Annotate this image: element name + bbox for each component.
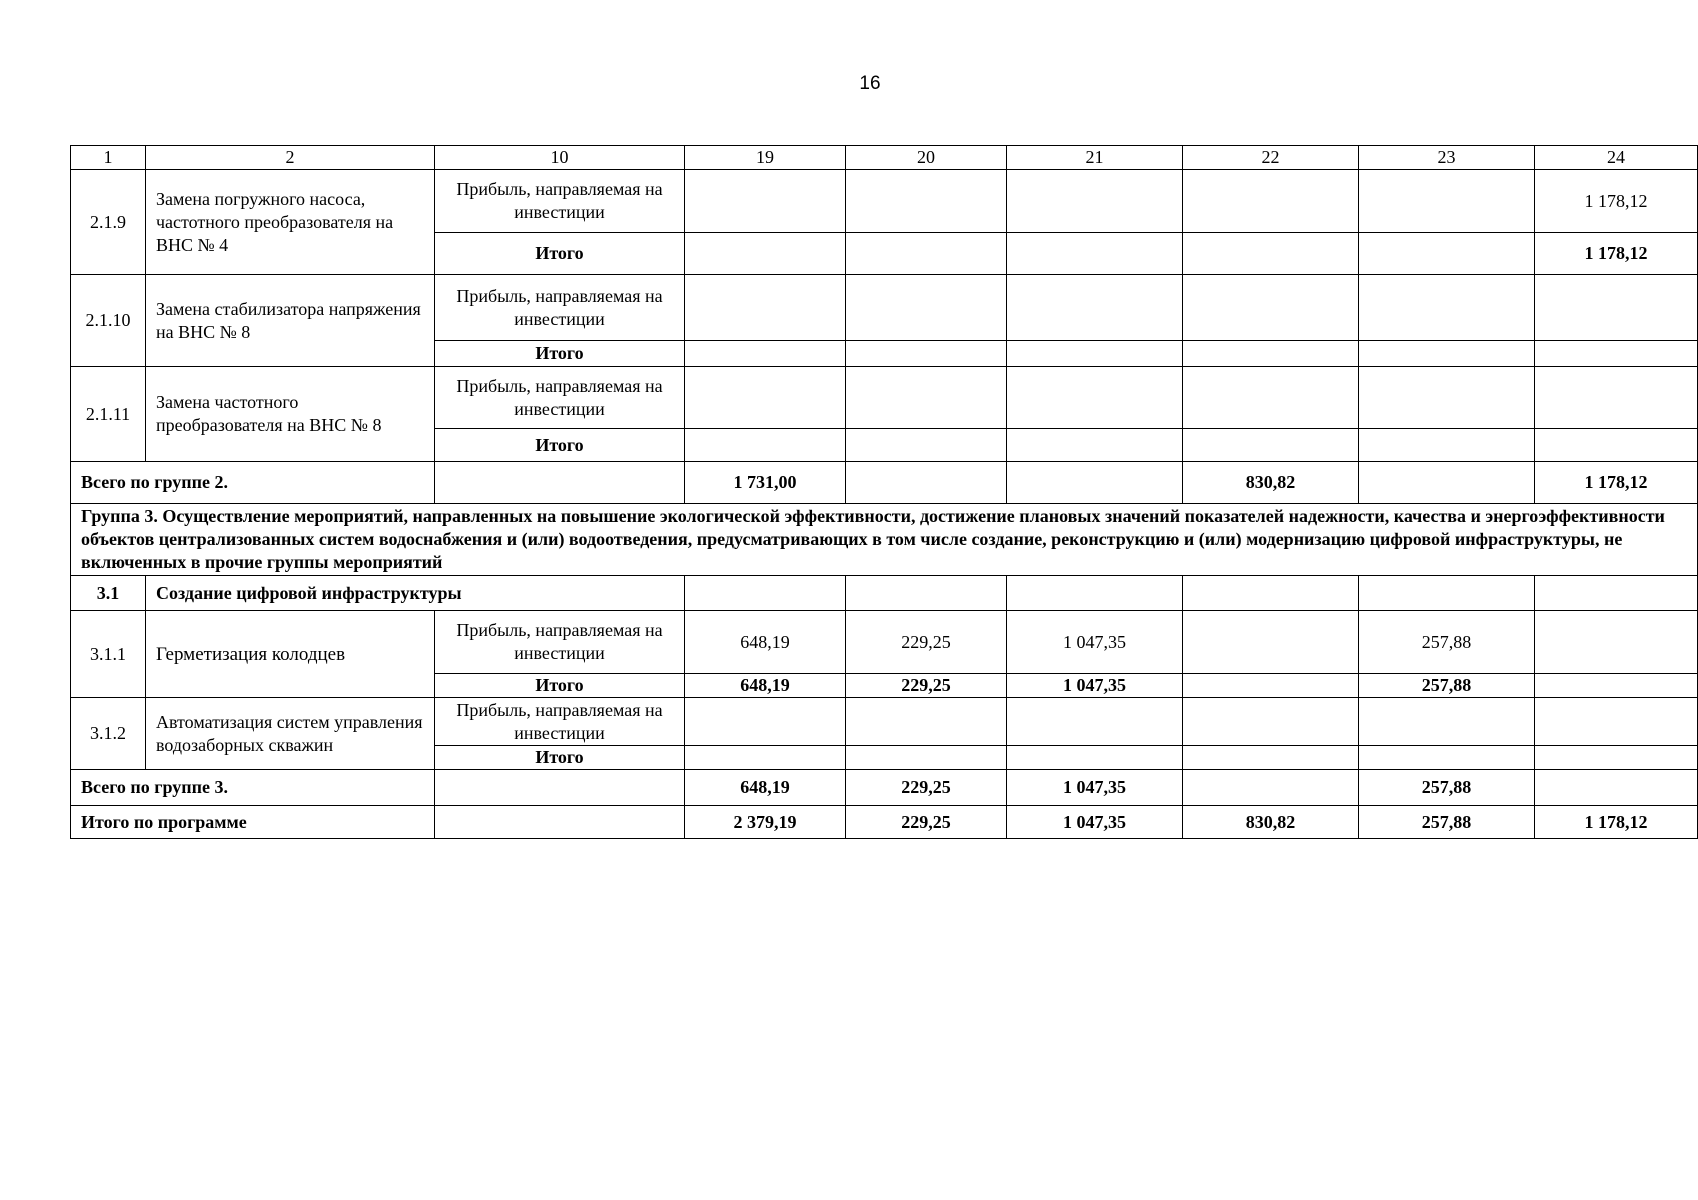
- total-cell: 229,25: [846, 770, 1007, 806]
- value-cell: [1183, 698, 1359, 746]
- total-cell: 1 178,12: [1535, 462, 1698, 504]
- value-cell: [685, 698, 846, 746]
- row-number: 2.1.10: [71, 275, 146, 367]
- total-cell: 1 178,12: [1535, 806, 1698, 839]
- total-cell: [846, 341, 1007, 367]
- group3-total-label: Всего по группе 3.: [71, 770, 435, 806]
- value-cell: 1 178,12: [1535, 170, 1698, 233]
- total-cell: [1359, 429, 1535, 462]
- column-header: 10: [435, 146, 685, 170]
- table-row: [71, 611, 1698, 674]
- empty-cell: [846, 576, 1007, 611]
- subgroup-row: [71, 576, 1698, 611]
- total-cell: [1359, 746, 1535, 770]
- total-cell: [846, 746, 1007, 770]
- column-header: 22: [1183, 146, 1359, 170]
- total-cell: 1 047,35: [1007, 674, 1183, 698]
- value-cell: [1183, 611, 1359, 674]
- table-row: [71, 698, 1698, 746]
- empty-cell: [685, 576, 846, 611]
- itogo-label: Итого: [435, 233, 685, 275]
- empty-cell: [435, 770, 685, 806]
- value-cell: [1007, 170, 1183, 233]
- value-cell: 257,88: [1359, 611, 1535, 674]
- row-number: 3.1.1: [71, 611, 146, 698]
- total-cell: 229,25: [846, 806, 1007, 839]
- group-heading-row: [71, 504, 1698, 576]
- column-header: 2: [146, 146, 435, 170]
- value-cell: [846, 170, 1007, 233]
- total-cell: 257,88: [1359, 806, 1535, 839]
- empty-cell: [1359, 576, 1535, 611]
- empty-cell: [1183, 576, 1359, 611]
- value-cell: [685, 170, 846, 233]
- total-cell: [846, 429, 1007, 462]
- funding-source: Прибыль, направляемая на инвестиции: [435, 367, 685, 429]
- total-cell: [685, 233, 846, 275]
- total-cell: 257,88: [1359, 770, 1535, 806]
- itogo-label: Итого: [435, 429, 685, 462]
- column-header: 1: [71, 146, 146, 170]
- empty-cell: [1007, 576, 1183, 611]
- total-cell: [1007, 462, 1183, 504]
- value-cell: 1 047,35: [1007, 611, 1183, 674]
- total-cell: [1183, 233, 1359, 275]
- total-cell: [1535, 770, 1698, 806]
- value-cell: [1183, 275, 1359, 341]
- total-cell: 830,82: [1183, 462, 1359, 504]
- group2-total-label: Всего по группе 2.: [71, 462, 435, 504]
- subgroup-number: 3.1: [71, 576, 146, 611]
- total-cell: [1535, 746, 1698, 770]
- total-cell: [846, 233, 1007, 275]
- value-cell: [1359, 367, 1535, 429]
- total-cell: [1359, 233, 1535, 275]
- total-cell: [846, 462, 1007, 504]
- itogo-label: Итого: [435, 341, 685, 367]
- value-cell: [1359, 275, 1535, 341]
- row-number: 2.1.9: [71, 170, 146, 275]
- total-cell: 648,19: [685, 770, 846, 806]
- total-cell: [1183, 341, 1359, 367]
- column-header: 19: [685, 146, 846, 170]
- value-cell: [1007, 698, 1183, 746]
- value-cell: [1007, 367, 1183, 429]
- program-total-label: Итого по программе: [71, 806, 435, 839]
- funding-source: Прибыль, направляемая на инвестиции: [435, 275, 685, 341]
- empty-cell: [435, 806, 685, 839]
- value-cell: [1535, 367, 1698, 429]
- total-cell: [1359, 341, 1535, 367]
- measure-name: Замена частотного преобразователя на ВНС № 8: [146, 367, 435, 462]
- total-cell: [1535, 341, 1698, 367]
- value-cell: [1535, 611, 1698, 674]
- value-cell: [1535, 275, 1698, 341]
- total-cell: [1007, 233, 1183, 275]
- column-header: 24: [1535, 146, 1698, 170]
- itogo-label: Итого: [435, 674, 685, 698]
- total-cell: 257,88: [1359, 674, 1535, 698]
- group-total-row: [71, 462, 1698, 504]
- row-number: 2.1.11: [71, 367, 146, 462]
- measure-name: Замена погружного насоса, частотного преобразователя на ВНС № 4: [146, 170, 435, 275]
- table-row: [71, 367, 1698, 429]
- column-header: 21: [1007, 146, 1183, 170]
- value-cell: 648,19: [685, 611, 846, 674]
- total-cell: [1535, 674, 1698, 698]
- funding-source: Прибыль, направляемая на инвестиции: [435, 611, 685, 674]
- group-total-row: [71, 770, 1698, 806]
- total-cell: [685, 429, 846, 462]
- itogo-label: Итого: [435, 746, 685, 770]
- total-cell: [1183, 746, 1359, 770]
- value-cell: [846, 275, 1007, 341]
- total-cell: 2 379,19: [685, 806, 846, 839]
- table-row: [71, 170, 1698, 233]
- total-cell: [685, 746, 846, 770]
- total-cell: 830,82: [1183, 806, 1359, 839]
- total-cell: [685, 341, 846, 367]
- total-cell: [1007, 429, 1183, 462]
- total-cell: 1 047,35: [1007, 770, 1183, 806]
- row-number: 3.1.2: [71, 698, 146, 770]
- empty-cell: [1535, 576, 1698, 611]
- value-cell: [1007, 275, 1183, 341]
- total-cell: [1183, 674, 1359, 698]
- value-cell: [685, 367, 846, 429]
- value-cell: [1535, 698, 1698, 746]
- subgroup-name: Создание цифровой инфраструктуры: [146, 576, 685, 611]
- total-cell: [1183, 770, 1359, 806]
- table-row: [71, 275, 1698, 341]
- column-header: 23: [1359, 146, 1535, 170]
- funding-source: Прибыль, направляемая на инвестиции: [435, 698, 685, 746]
- value-cell: 229,25: [846, 611, 1007, 674]
- value-cell: [1183, 170, 1359, 233]
- value-cell: [1359, 698, 1535, 746]
- program-total-row: [71, 806, 1698, 839]
- column-header: 20: [846, 146, 1007, 170]
- column-number-header-row: [71, 146, 1698, 170]
- investment-program-table: [70, 145, 1698, 839]
- empty-cell: [435, 462, 685, 504]
- value-cell: [1359, 170, 1535, 233]
- total-cell: [1007, 341, 1183, 367]
- total-cell: [1535, 429, 1698, 462]
- total-cell: 648,19: [685, 674, 846, 698]
- value-cell: [846, 367, 1007, 429]
- value-cell: [846, 698, 1007, 746]
- measure-name: Автоматизация систем управления водозаборных скважин: [146, 698, 435, 770]
- total-cell: 1 178,12: [1535, 233, 1698, 275]
- value-cell: [685, 275, 846, 341]
- total-cell: 1 047,35: [1007, 806, 1183, 839]
- total-cell: [1007, 746, 1183, 770]
- group3-heading: Группа 3. Осуществление мероприятий, направленных на повышение экологической эффективности, достижение плановых значений показателей надежности, качества и энергоэффективности объектов централизованных систем водоснабжения и (или) водоотведения, предусматривающих в том числе создание, реконструкцию и (или) модернизацию цифровой инфраструктуры, не включенных в прочие группы мероприятий: [71, 504, 1698, 576]
- funding-source: Прибыль, направляемая на инвестиции: [435, 170, 685, 233]
- total-cell: [1183, 429, 1359, 462]
- total-cell: 1 731,00: [685, 462, 846, 504]
- value-cell: [1183, 367, 1359, 429]
- measure-name: Герметизация колодцев: [146, 611, 435, 698]
- measure-name: Замена стабилизатора напряжения на ВНС № 8: [146, 275, 435, 367]
- total-cell: [1359, 462, 1535, 504]
- total-cell: 229,25: [846, 674, 1007, 698]
- page-number: 16: [859, 73, 881, 94]
